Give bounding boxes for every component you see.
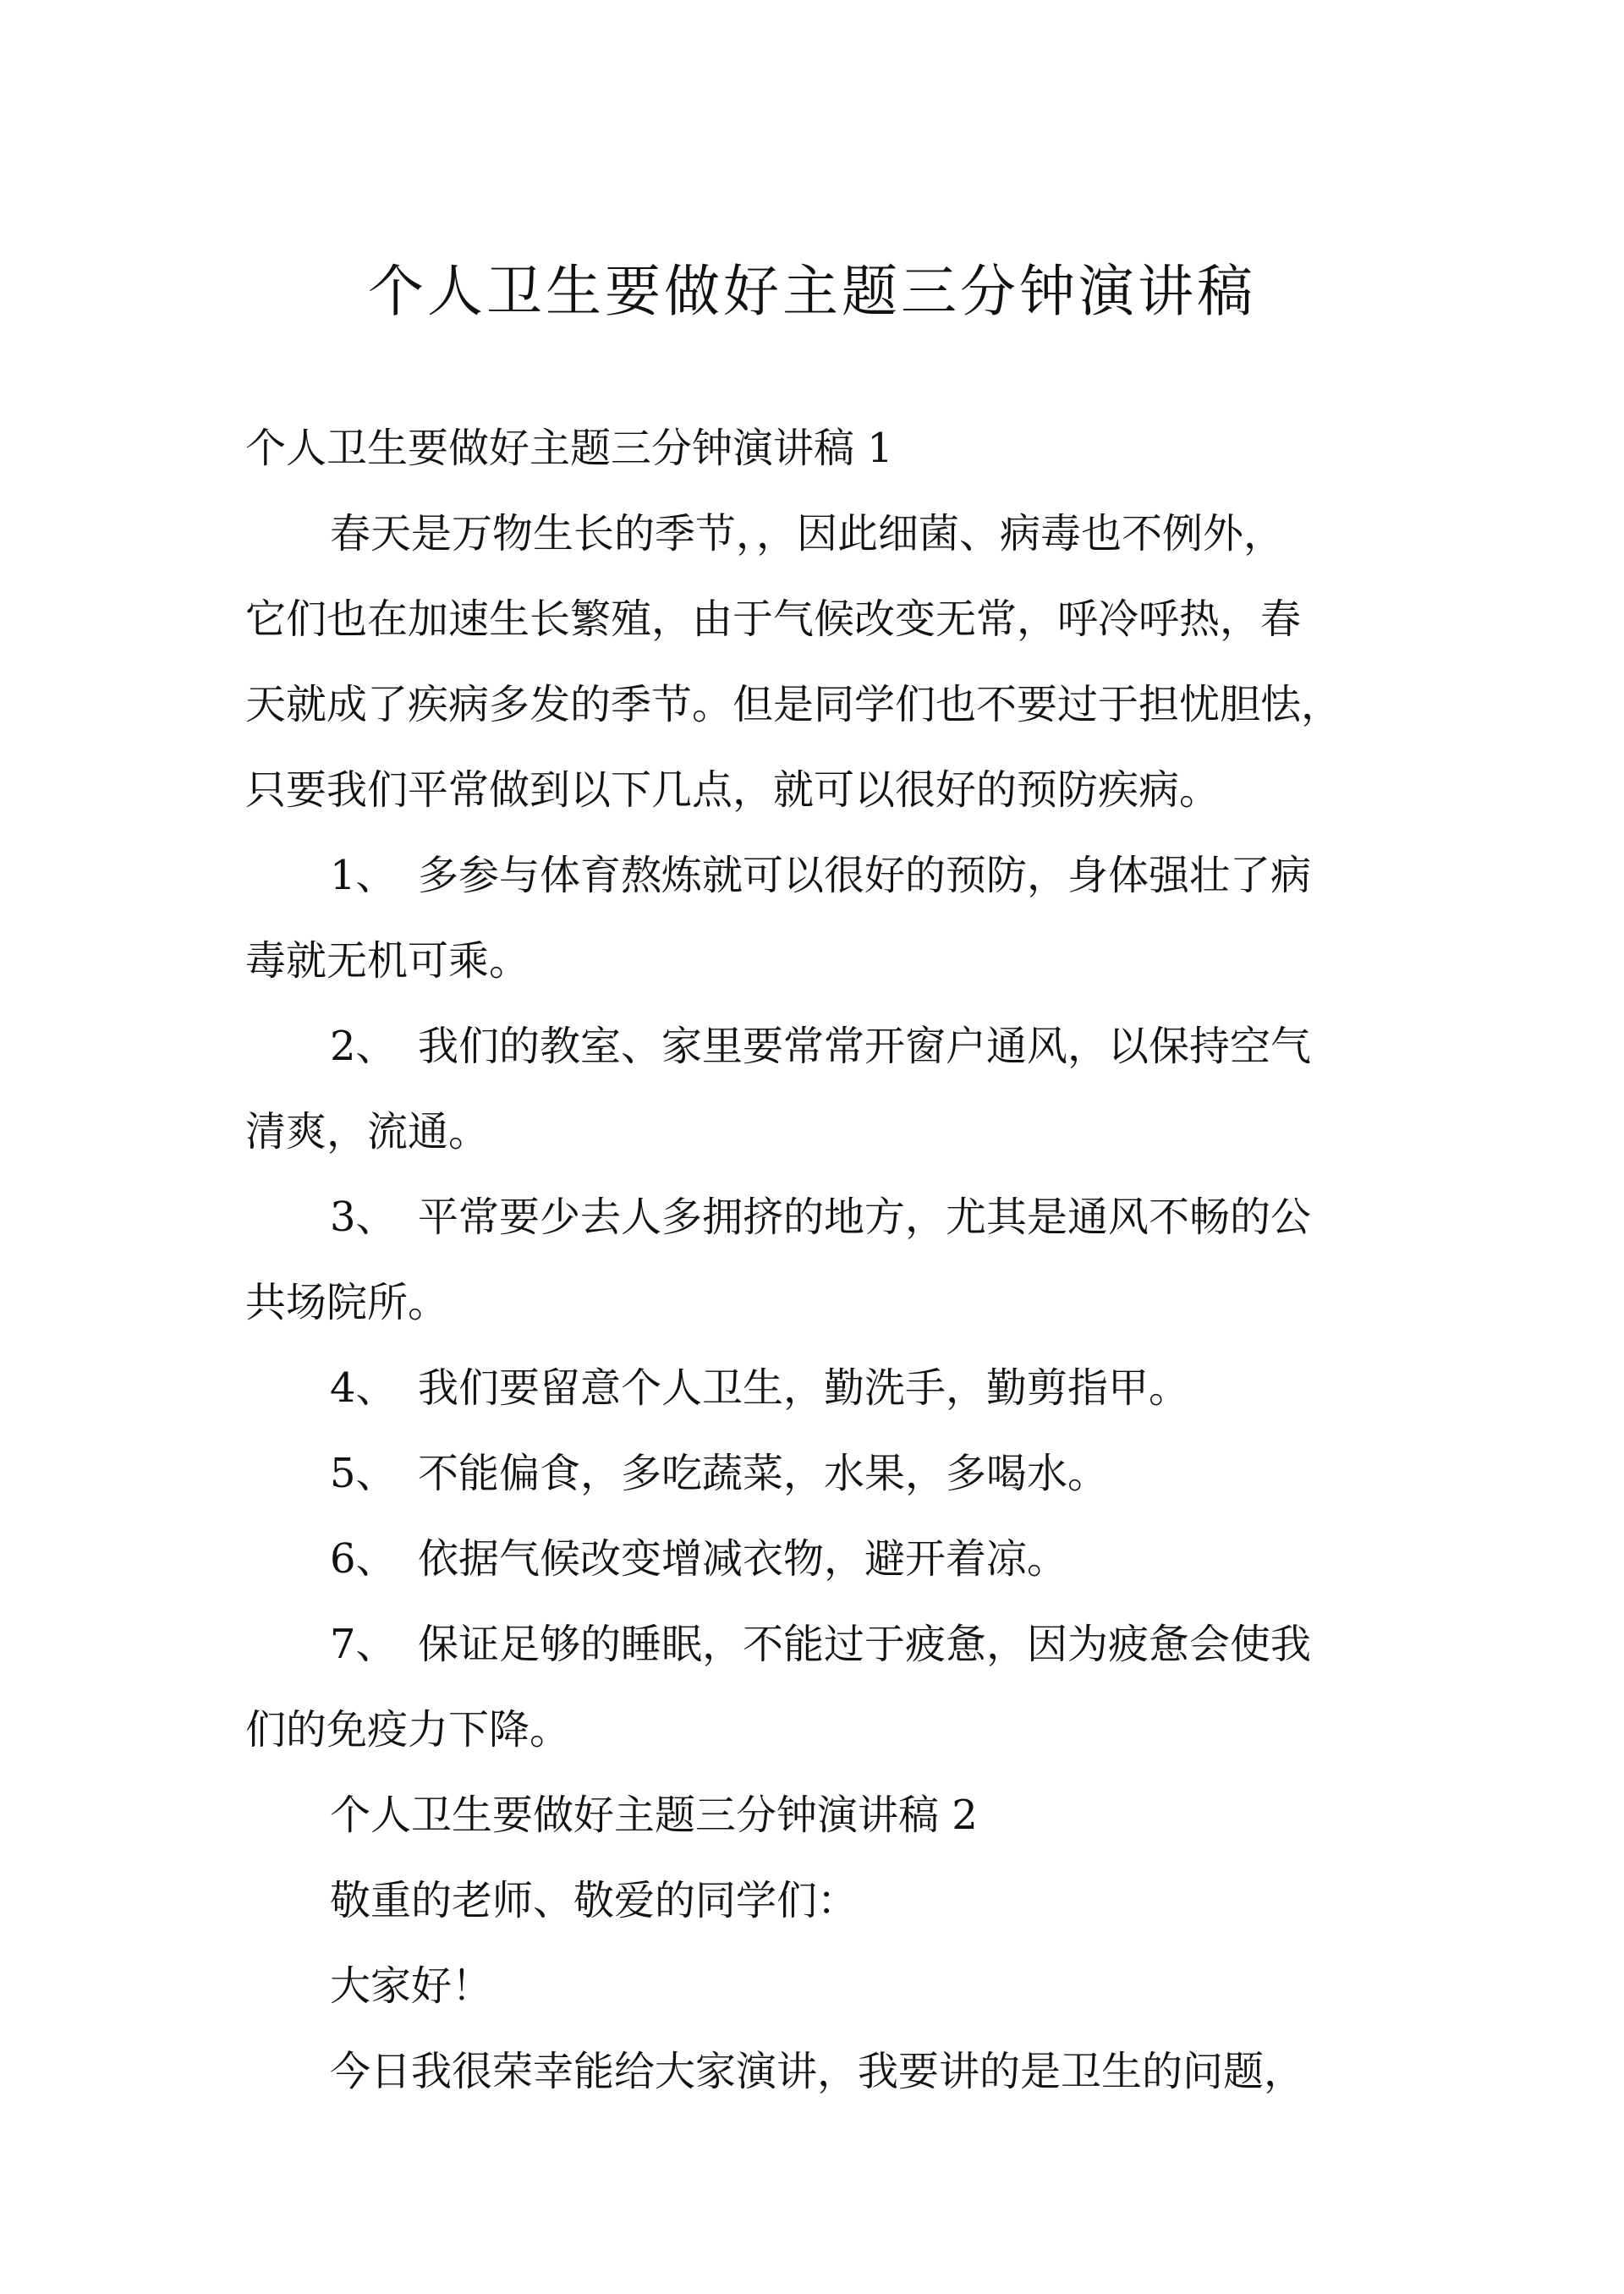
list-number: 1、 <box>330 852 397 899</box>
paragraph-line: 春天是万物生长的季节，，因此细菌、病毒也不例外， <box>330 510 1285 557</box>
list-item-2 <box>245 1004 1387 1089</box>
list-text: 不能偏食，多吃蔬菜，水果，多喝水。 <box>418 1450 1109 1497</box>
greeting: 大家好！ <box>330 1962 493 2010</box>
list-item-7 <box>245 1602 1387 1688</box>
list-number: 4、 <box>330 1364 397 1412</box>
paragraph-line: 今日我很荣幸能给大家演讲，我要讲的是卫生的问题， <box>330 2048 1305 2095</box>
document-body <box>245 406 1387 2115</box>
list-number: 2、 <box>330 1023 397 1070</box>
list-text: 我们的教室、家里要常常开窗户通风，以保持空气 <box>418 1023 1312 1070</box>
paragraph-line: 毒就无机可乘。 <box>245 937 530 985</box>
paragraph-line: 天就成了疾病多发的季节。但是同学们也不要过于担忧胆怯， <box>245 681 1342 728</box>
list-item-6 <box>245 1517 1387 1602</box>
paragraph-line: 们的免疫力下降。 <box>245 1706 571 1753</box>
section-heading-1: 个人卫生要做好主题三分钟演讲稿 1 <box>245 425 893 472</box>
list-item-5 <box>245 1431 1387 1517</box>
list-number: 5、 <box>330 1450 397 1497</box>
paragraph-line: 它们也在加速生长繁殖，由于气候改变无常，呼冷呼热，春 <box>245 595 1302 643</box>
list-text: 我们要留意个人卫生，勤洗手，勤剪指甲。 <box>418 1364 1190 1412</box>
list-text: 多参与体育熬炼就可以很好的预防，身体强壮了病 <box>418 852 1312 899</box>
salutation: 敬重的老师、敬爱的同学们： <box>330 1877 859 1924</box>
paragraph-line: 清爽，流通。 <box>245 1108 490 1155</box>
document-title: 个人卫生要做好主题三分钟演讲稿 <box>368 259 1256 324</box>
list-item-1 <box>245 833 1387 919</box>
list-text: 保证足够的睡眠，不能过于疲惫，因为疲惫会使我 <box>418 1621 1312 1668</box>
list-number: 7、 <box>330 1621 397 1668</box>
paragraph-line: 只要我们平常做到以下几点，就可以很好的预防疾病。 <box>245 766 1221 814</box>
list-number: 3、 <box>330 1194 397 1241</box>
list-text: 平常要少去人多拥挤的地方，尤其是通风不畅的公 <box>418 1194 1312 1241</box>
list-number: 6、 <box>330 1535 397 1583</box>
section-heading-2: 个人卫生要做好主题三分钟演讲稿 2 <box>330 1792 978 1839</box>
list-item-4 <box>245 1346 1387 1431</box>
list-text: 依据气候改变增减衣物，避开着凉。 <box>418 1535 1068 1583</box>
list-item-3 <box>245 1175 1387 1260</box>
paragraph-line: 共场院所。 <box>245 1279 449 1326</box>
